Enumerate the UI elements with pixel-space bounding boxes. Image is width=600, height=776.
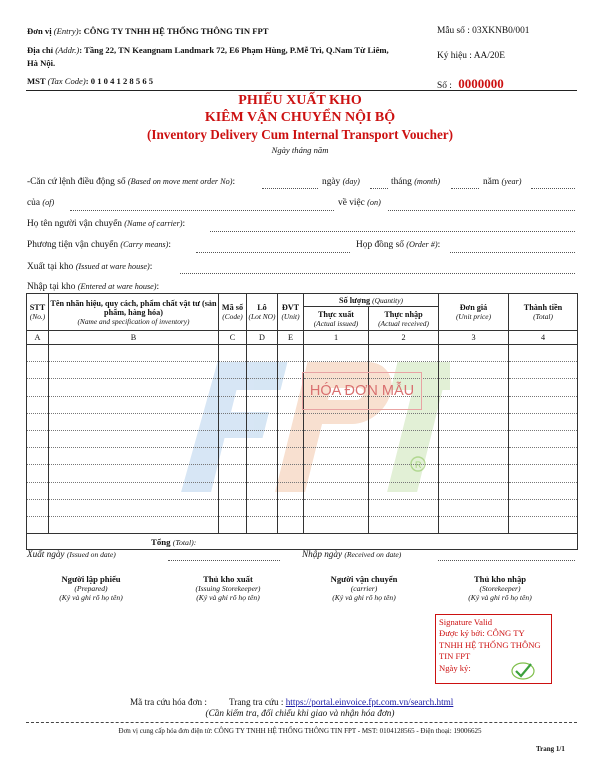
- on-field[interactable]: [388, 210, 575, 211]
- table-row: [27, 413, 578, 430]
- page-number: Trang 1/1: [536, 745, 565, 753]
- title-line3: (Inventory Delivery Cum Internal Transport Voucher): [146, 127, 454, 142]
- table-row: [27, 465, 578, 482]
- issued-date-label: Xuất ngày (Issued on date): [27, 549, 116, 559]
- table-cell[interactable]: [439, 465, 509, 482]
- table-cell[interactable]: [49, 482, 219, 499]
- check-note: (Cần kiểm tra, đối chiếu khi giao và nhận hóa đơn): [205, 708, 395, 718]
- table-cell[interactable]: [369, 345, 439, 362]
- table-cell[interactable]: [219, 499, 247, 516]
- table-cell[interactable]: [219, 482, 247, 499]
- table-cell[interactable]: [219, 516, 247, 533]
- table-cell[interactable]: [304, 516, 369, 533]
- col-quantity: Số lượng (Quantity): [304, 294, 439, 307]
- table-cell[interactable]: [304, 430, 369, 447]
- table-cell[interactable]: [369, 516, 439, 533]
- table-cell[interactable]: [247, 396, 278, 413]
- digital-signature-box: Signature Valid Được ký bởi: CÔNG TY TNHH HỆ THỐNG THÔNG TIN FPT Ngày ký:: [435, 614, 552, 684]
- table-cell[interactable]: [439, 345, 509, 362]
- table-cell[interactable]: [219, 413, 247, 430]
- table-cell[interactable]: [27, 430, 49, 447]
- col-unit: ĐVT (Unit): [278, 294, 304, 331]
- table-cell[interactable]: [247, 465, 278, 482]
- invoice-number: Số : 0000000: [437, 76, 504, 91]
- signature-prepared: Người lập phiếu (Prepared) (Ký và ghi rõ họ tên): [59, 574, 123, 602]
- table-cell[interactable]: [369, 465, 439, 482]
- table-cell[interactable]: [439, 499, 509, 516]
- table-cell[interactable]: [219, 362, 247, 379]
- table-cell[interactable]: [49, 516, 219, 533]
- table-cell[interactable]: [27, 362, 49, 379]
- table-cell[interactable]: [49, 499, 219, 516]
- index-row: A B C D E 1 2 3 4: [27, 331, 578, 345]
- table-row: [27, 516, 578, 533]
- table-cell[interactable]: [509, 362, 578, 379]
- table-cell[interactable]: [278, 430, 304, 447]
- sample-invoice-stamp: HÓA ĐƠN MẪU: [302, 372, 422, 410]
- table-cell[interactable]: [27, 465, 49, 482]
- table-cell[interactable]: [304, 482, 369, 499]
- table-cell[interactable]: [304, 413, 369, 430]
- title-line2: KIÊM VẬN CHUYỂN NỘI BỘ: [204, 110, 396, 125]
- col-code: Mã số (Code): [219, 294, 247, 331]
- seller-unit: Đơn vị (Entry): CÔNG TY TNHH HỆ THỐNG THÔNG TIN FPT: [27, 26, 269, 36]
- order-day-field[interactable]: [370, 188, 388, 189]
- table-cell[interactable]: [278, 499, 304, 516]
- invoice-symbol: Ký hiệu : AA/20E: [437, 51, 505, 61]
- on-label: về việc (on): [338, 198, 381, 208]
- table-cell[interactable]: [509, 516, 578, 533]
- table-cell[interactable]: [509, 379, 578, 396]
- table-cell[interactable]: [509, 499, 578, 516]
- signature-issuing-storekeeper: Thủ kho xuất (Issuing Storekeeper) (Ký và ghi rõ họ tên): [195, 574, 261, 602]
- order-year-field[interactable]: [531, 188, 575, 189]
- table-cell[interactable]: [278, 516, 304, 533]
- provider-info: Đơn vị cung cấp hóa đơn điện tử: CÔNG TY TNHH HỆ THỐNG THÔNG TIN FPT - MST: 0104128565 - Điện thoại: 19006625: [118, 727, 482, 735]
- table-row: [27, 345, 578, 362]
- table-cell[interactable]: [247, 448, 278, 465]
- col-total: Thành tiền (Total): [509, 294, 578, 331]
- contract-label: Họp đồng số (Order #):: [356, 240, 441, 250]
- table-cell[interactable]: [439, 413, 509, 430]
- contract-field[interactable]: [450, 252, 575, 253]
- col-price: Đơn giá (Unit price): [439, 294, 509, 331]
- signature-storekeeper: Thủ kho nhập (Storekeeper) (Ký và ghi rõ họ tên): [468, 574, 532, 602]
- table-cell[interactable]: [27, 396, 49, 413]
- table-cell[interactable]: [247, 379, 278, 396]
- table-cell[interactable]: [49, 345, 219, 362]
- table-cell[interactable]: [304, 465, 369, 482]
- table-cell[interactable]: [49, 448, 219, 465]
- table-cell[interactable]: [439, 362, 509, 379]
- table-cell[interactable]: [439, 482, 509, 499]
- table-cell[interactable]: [439, 448, 509, 465]
- table-cell[interactable]: [509, 413, 578, 430]
- table-cell[interactable]: [278, 448, 304, 465]
- table-cell[interactable]: [27, 345, 49, 362]
- table-cell[interactable]: [278, 413, 304, 430]
- table-cell[interactable]: [27, 413, 49, 430]
- issued-date-field[interactable]: [168, 560, 280, 561]
- table-cell[interactable]: [304, 499, 369, 516]
- table-cell[interactable]: [278, 396, 304, 413]
- col-name: Tên nhãn hiệu, quy cách, phẩm chất vật tư (sản phẩm, hàng hóa) (Name and specification of inventory): [49, 294, 219, 331]
- col-stt: STT (No.): [27, 294, 49, 331]
- table-cell[interactable]: [27, 482, 49, 499]
- table-cell[interactable]: [247, 482, 278, 499]
- table-cell[interactable]: [247, 516, 278, 533]
- table-cell[interactable]: [509, 465, 578, 482]
- portal-line: Trang tra cứu : https://portal.einvoice.fpt.com.vn/search.html: [229, 697, 454, 707]
- portal-link[interactable]: https://portal.einvoice.fpt.com.vn/search.html: [285, 697, 454, 707]
- table-cell[interactable]: [219, 448, 247, 465]
- table-cell[interactable]: [509, 430, 578, 447]
- lookup-code-label: Mã tra cứu hóa đơn :: [130, 697, 207, 707]
- table-cell[interactable]: [247, 413, 278, 430]
- table-cell[interactable]: [219, 379, 247, 396]
- title-line1: PHIẾU XUẤT KHO: [238, 93, 362, 108]
- col-actual-issued: Thực xuất (Actual issued): [304, 307, 369, 331]
- table-cell[interactable]: [49, 465, 219, 482]
- table-cell[interactable]: [49, 430, 219, 447]
- issued-warehouse-label: Xuất tại kho (Issued at ware house):: [27, 262, 153, 272]
- received-date-label: Nhập ngày (Received on date): [302, 549, 402, 559]
- carry-means-label: Phương tiện vận chuyển (Carry means):: [27, 240, 171, 250]
- table-cell[interactable]: [439, 379, 509, 396]
- table-cell[interactable]: [49, 362, 219, 379]
- table-cell[interactable]: [27, 379, 49, 396]
- footer-divider: [26, 722, 577, 723]
- table-cell[interactable]: [219, 396, 247, 413]
- seller-tax-code: MST (Tax Code): 0 1 0 4 1 2 8 5 6 5: [27, 76, 154, 86]
- table-cell[interactable]: [509, 482, 578, 499]
- table-cell[interactable]: [439, 516, 509, 533]
- table-cell[interactable]: [247, 499, 278, 516]
- table-cell[interactable]: [247, 362, 278, 379]
- order-month-field[interactable]: [451, 188, 479, 189]
- total-row: Tổng (Total):: [27, 534, 578, 550]
- entered-warehouse-label: Nhập tại kho (Entered at ware house):: [27, 282, 160, 292]
- of-field[interactable]: [70, 210, 334, 211]
- table-cell[interactable]: [49, 396, 219, 413]
- table-cell[interactable]: [369, 448, 439, 465]
- table-row: [27, 499, 578, 516]
- seller-address-line2: Hà Nội.: [27, 58, 56, 68]
- table-row: [27, 482, 578, 499]
- order-month-label: tháng (month): [391, 177, 441, 187]
- table-cell[interactable]: [27, 499, 49, 516]
- table-row: [27, 430, 578, 447]
- table-cell[interactable]: [369, 499, 439, 516]
- items-table: [26, 293, 578, 550]
- table-cell[interactable]: [509, 396, 578, 413]
- svg-text:R: R: [415, 460, 422, 470]
- table-cell[interactable]: [509, 345, 578, 362]
- of-label: của (of): [27, 198, 55, 208]
- table-cell[interactable]: [509, 448, 578, 465]
- table-cell[interactable]: [369, 430, 439, 447]
- table-cell[interactable]: [278, 379, 304, 396]
- table-cell[interactable]: [278, 465, 304, 482]
- signature-valid-check-icon: [510, 660, 536, 682]
- table-cell[interactable]: [247, 430, 278, 447]
- issued-warehouse-field[interactable]: [180, 273, 575, 274]
- order-number-label: -Căn cứ lệnh điều động số (Based on move ment order No):: [27, 177, 236, 187]
- table-cell[interactable]: [304, 448, 369, 465]
- carry-means-field[interactable]: [196, 252, 350, 253]
- order-number-field[interactable]: [262, 188, 318, 189]
- col-lot: Lô (Lot NO): [247, 294, 278, 331]
- table-cell[interactable]: [278, 345, 304, 362]
- table-cell[interactable]: [49, 379, 219, 396]
- table-cell[interactable]: [219, 430, 247, 447]
- table-cell[interactable]: [439, 396, 509, 413]
- table-cell[interactable]: [219, 345, 247, 362]
- header-divider: [26, 90, 577, 91]
- table-cell[interactable]: [247, 345, 278, 362]
- table-cell[interactable]: [369, 482, 439, 499]
- table-cell[interactable]: [439, 430, 509, 447]
- table-cell[interactable]: [278, 362, 304, 379]
- table-cell[interactable]: [27, 516, 49, 533]
- col-actual-received: Thực nhập (Actual received): [369, 307, 439, 331]
- title-date: Ngày tháng năm: [271, 145, 329, 155]
- table-cell[interactable]: [219, 465, 247, 482]
- form-number: Mẫu số : 03XKNB0/001: [437, 26, 530, 36]
- seller-address: Địa chỉ (Addr.): Tầng 22, TN Keangnam Landmark 72, E6 Phạm Hùng, P.Mễ Trì, Q.Nam Từ Liêm,: [27, 45, 389, 55]
- order-year-label: năm (year): [483, 177, 522, 187]
- table-cell[interactable]: [27, 448, 49, 465]
- carrier-field[interactable]: [210, 231, 575, 232]
- received-date-field[interactable]: [438, 560, 575, 561]
- signature-carrier: Người vận chuyển (carrier) (Ký và ghi rõ họ tên): [330, 574, 398, 602]
- table-cell[interactable]: [369, 413, 439, 430]
- order-day-label: ngày (day): [322, 177, 360, 187]
- table-row: [27, 448, 578, 465]
- carrier-label: Họ tên người vận chuyển (Name of carrier):: [27, 219, 186, 229]
- table-cell[interactable]: [304, 345, 369, 362]
- table-cell[interactable]: [49, 413, 219, 430]
- table-cell[interactable]: [278, 482, 304, 499]
